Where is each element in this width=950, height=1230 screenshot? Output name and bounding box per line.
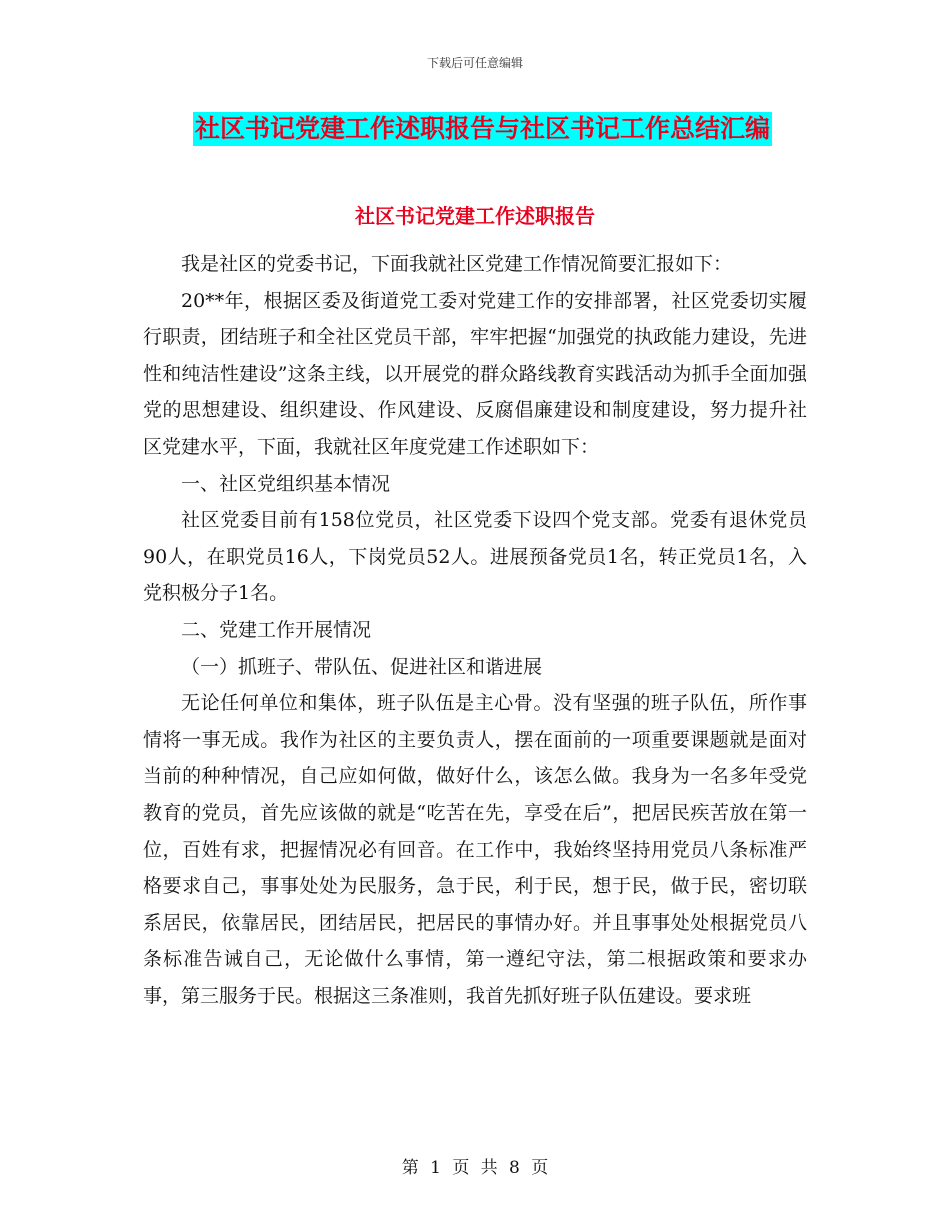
document-body bbox=[143, 246, 807, 1014]
page-number-footer: 第 1 页 共 8 页 bbox=[401, 1158, 549, 1178]
page-header-note: 下载后可任意编辑 bbox=[426, 56, 523, 70]
paragraph-intro: 我是社区的党委书记，下面我就社区党建工作情况简要汇报如下： bbox=[181, 253, 733, 275]
paragraph-team-building: 无论任何单位和集体，班子队伍是主心骨。没有坚强的班子队伍，所作事情将一事无成。我作为社区的主要负责人，摆在面前的一项重要课题就是面对当前的种种情况，自己应如何做，做好什么，该怎么做。我身为一名多年受党教育的党员，首先应该做的就是“吃苦在先，享受在后”，把居民疾苦放在第一位，百姓有求，把握情况必有回音。在工作中，我始终坚持用党员八条标准严格要求自己，事事处处为民服务，急于民，利于民，想于民，做于民，密切联系居民，依靠居民，团结居民，把居民的事情办好。并且事事处处根据党员八条标准告诫自己，无论做什么事情，第一遵纪守法，第二根据政策和要求办事，第三服务于民。根据这三条准则，我首先抓好班子队伍建设。要求班 bbox=[143, 692, 807, 1007]
subsection-heading-1: （一）抓班子、带队伍、促进社区和谐进展 bbox=[181, 655, 543, 678]
paragraph-overview: 20**年，根据区委及街道党工委对党建工作的安排部署，社区党委切实履行职责，团结班子和全社区党员干部，牢牢把握“加强党的执政能力建设，先进性和纯洁性建设”这条主线，以开展党的群众路线教育实践活动为抓手全面加强党的思想建设、组织建设、作风建设、反腐倡廉建设和制度建设，努力提升社区党建水平，下面，我就社区年度党建工作述职如下： bbox=[143, 289, 807, 458]
section-heading-2: 二、党建工作开展情况 bbox=[181, 618, 372, 641]
section-heading-1: 一、社区党组织基本情况 bbox=[181, 472, 391, 495]
paragraph-member-stats: 社区党委目前有158位党员，社区党委下设四个党支部。党委有退休党员90人，在职党员16人，下岗党员52人。进展预备党员1名，转正党员1名，入党积极分子1名。 bbox=[143, 509, 807, 605]
document-main-title: 社区书记党建工作述职报告与社区书记工作总结汇编 bbox=[193, 112, 772, 146]
document-sub-title: 社区书记党建工作述职报告 bbox=[355, 204, 595, 228]
